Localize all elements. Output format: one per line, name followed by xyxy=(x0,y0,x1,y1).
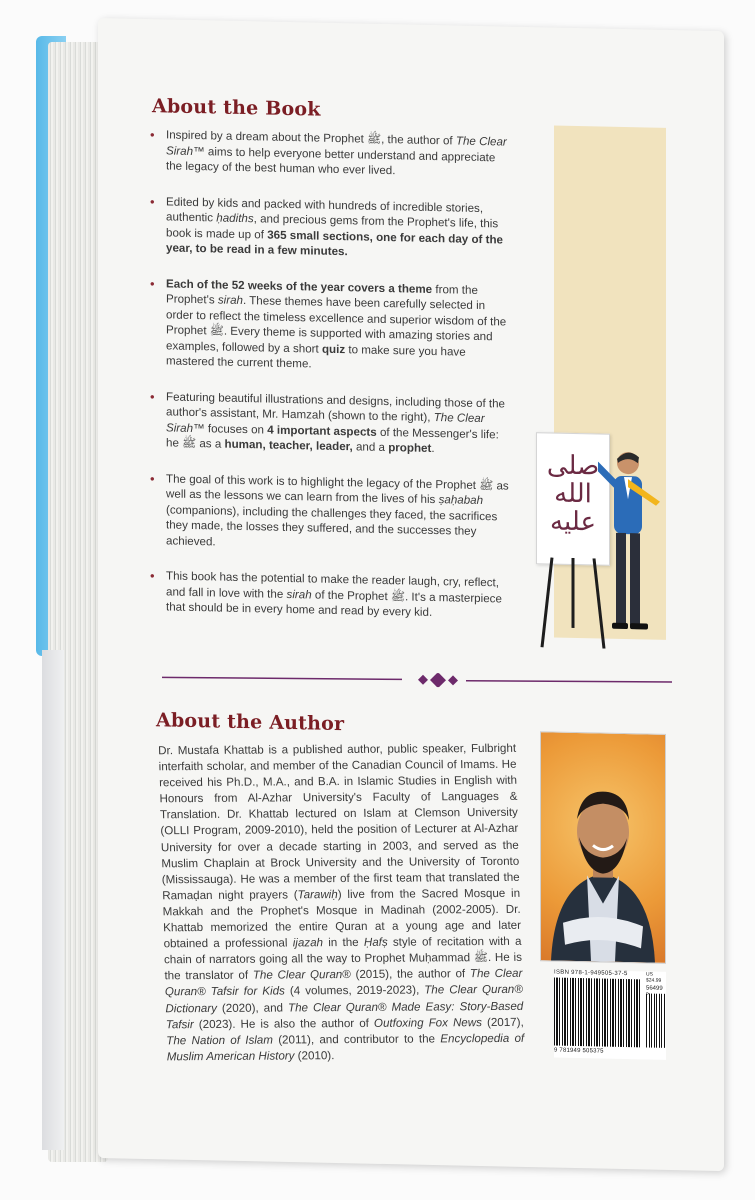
bullet-item: • Featuring beautiful illustrations and designs, including those of the author's assistant, Mr. Hamzah (shown to the right), The Clear Sirah™ focuses on 4 important aspects of the Messenger's life: he ﷺ as a human, teacher, leader, and a prophet. xyxy=(150,389,510,459)
book-spine-lower xyxy=(42,650,64,1150)
about-book-bullets xyxy=(150,127,510,642)
bullet-item: • Edited by kids and packed with hundreds of incredible stories, authentic ḥadiths, and precious gems from the Prophet's life, this book is made up of 365 small sections, one for each day of the year, to be read in a few minutes. xyxy=(150,194,510,264)
price-barcode-bars xyxy=(646,993,666,1047)
bullet-item: • The goal of this work is to highlight the legacy of the Prophet ﷺ as well as the lessons we can learn from the lives of his ṣaḥabah (companions), including the challenges they faced, the sacrifices they made, the losses they suffered, and the successes they achieved. xyxy=(150,471,510,556)
bullet-item: • Each of the 52 weeks of the year covers a theme from the Prophet's sirah. These themes have been carefully selected in order to reflect the timeless excellence and superior wisdom of the Prophet ﷺ. Every theme is supported with amazing stories and examples, followed by a short quiz to make sure you have mastered the current theme. xyxy=(150,276,510,377)
bullet-item: • Inspired by a dream about the Prophet ﷺ, the author of The Clear Sirah™ aims to help everyone better understand and appreciate the legacy of the best human who ever lived. xyxy=(150,127,510,181)
author-photo xyxy=(540,731,666,964)
about-author-heading: About the Author xyxy=(156,709,345,736)
price-code: US $24.99 xyxy=(646,971,662,984)
isbn-digits: 9 781949 505375 xyxy=(554,1047,604,1055)
bullet-item: • This book has the potential to make the reader laugh, cry, reflect, and fall in love with the sirah of the Prophet ﷺ. It's a masterpiece that should be in every home and read by every kid. xyxy=(150,568,510,622)
author-portrait-icon xyxy=(541,732,665,963)
presenter-figure-icon xyxy=(598,448,662,639)
book-back-cover xyxy=(98,18,724,1171)
ornamental-divider xyxy=(162,667,672,692)
author-bio: Dr. Mustafa Khattab is a published author, public speaker, Fulbright interfaith scholar, and member of the Canadian Council of Imams. He received his Ph.D., M.A., and B.A. in Islamic Studies in English with Honours from Al-Azhar University's Faculty of Languages & Translation. Dr. Khattab lectured on Islam at Clemson University (OLLI Program, 2009-2010), held the position of Lecturer at Al-Azhar University for over a decade starting in 2003, and served as the Muslim Chaplain at Brock University and the University of Toronto (Mississauga). He was a member of the first team that translated the Ramaḍan night prayers (Tarawiḥ) live from the Sacred Mosque in Makkah and the Prophet's Mosque in Madinah (2002-2005). Dr. Khattab memorized the entire Quran at a young age and later obtained a professional ijazah in the Ḥafṣ style of recitation with a chain of narrators going all the way to Prophet Muḥammad ﷺ. He is the translator of The Clear Quran® (2015), the author of The Clear Quran® Tafsir for Kids (4 volumes, 2019-2023), The Clear Quran® Dictionary (2020), and The Clear Quran® Made Easy: Story-Based Tafsir (2023). He is also the author of Outfoxing Fox News (2017), The Nation of Islam (2011), and contributor to the Encyclopedia of Muslim American History (2010). xyxy=(158,741,525,1064)
barcode-bars xyxy=(554,978,642,1048)
price-digits: 56499 > xyxy=(646,985,663,998)
calligraphy-icon: صلى الله عليه xyxy=(546,450,600,538)
about-book-heading: About the Book xyxy=(152,95,321,121)
isbn-barcode xyxy=(554,970,666,1060)
isbn-label: ISBN 978-1-949505-37-5 xyxy=(554,969,628,978)
